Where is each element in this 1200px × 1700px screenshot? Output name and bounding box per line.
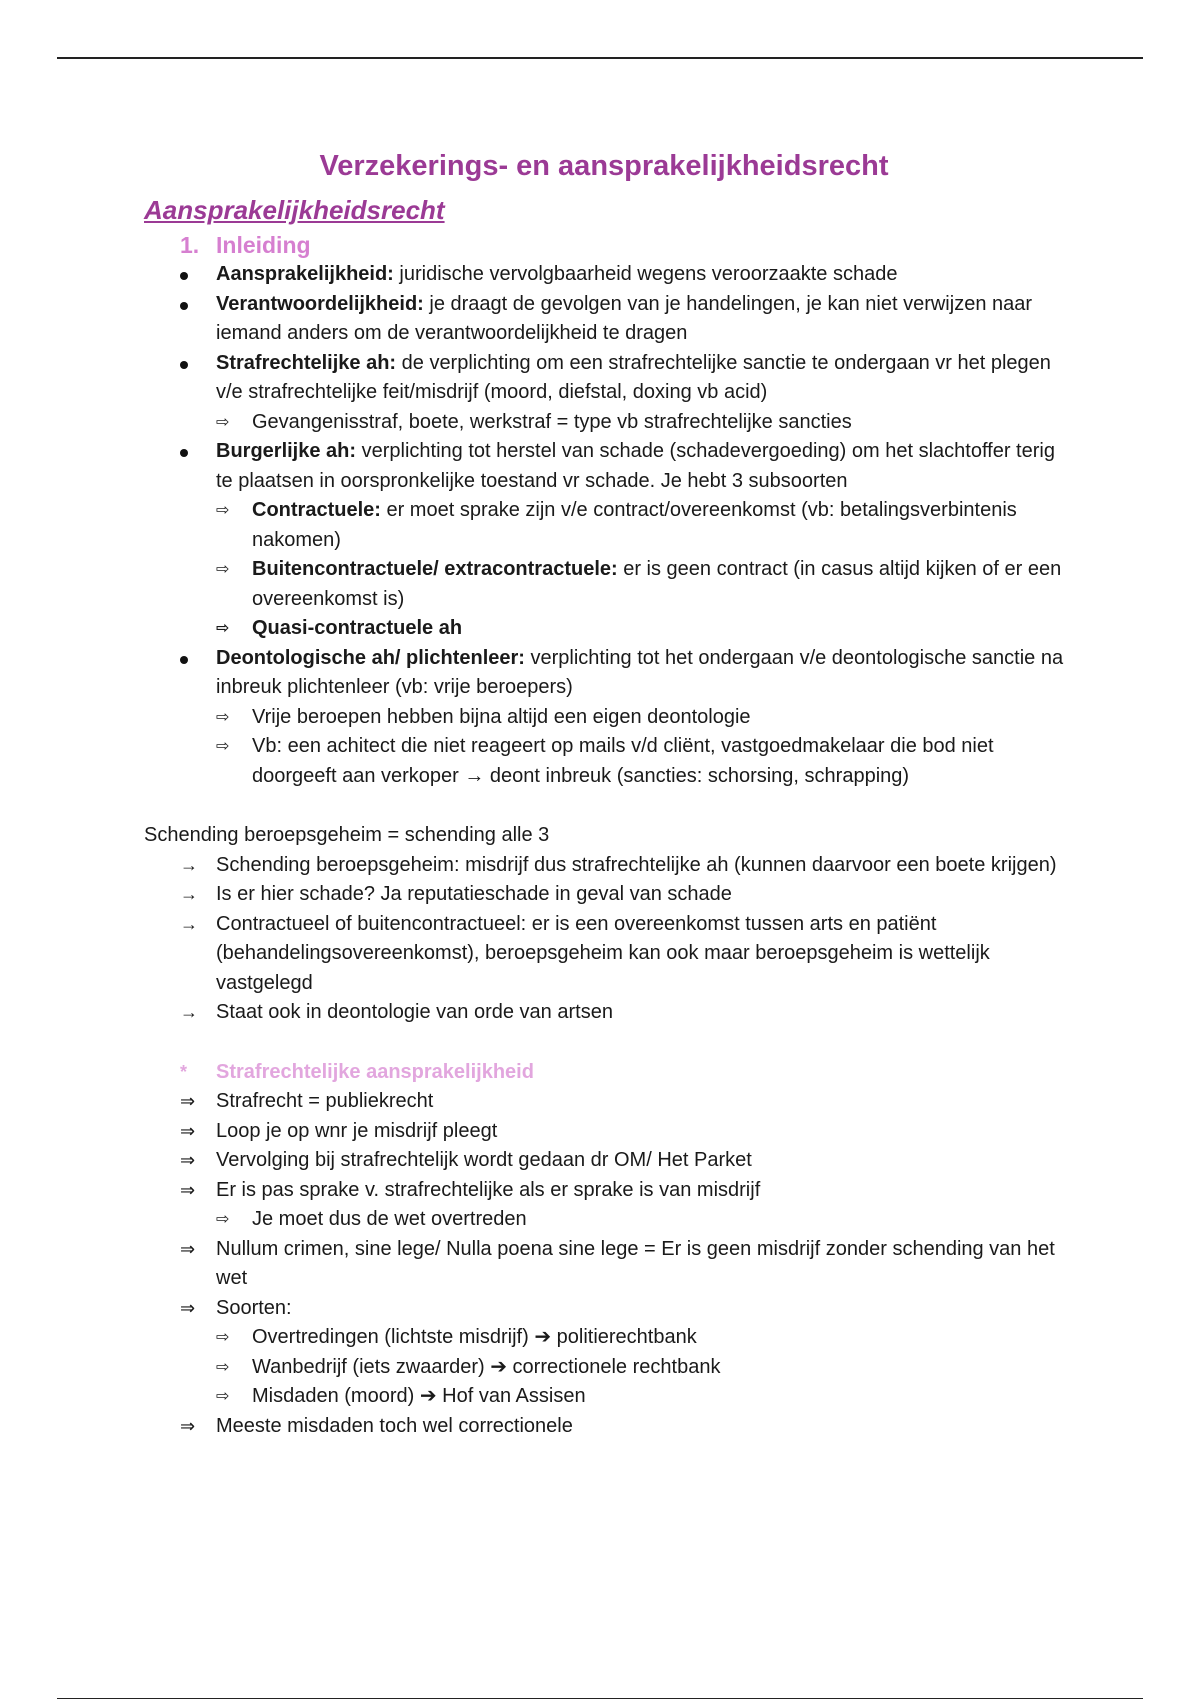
bullet-icon [180,437,188,467]
term: Deontologische ah/ plichtenleer: [216,646,525,669]
hollow-arrow-icon: ⇨ [216,502,230,519]
hollow-arrow-icon: ⇨ [216,413,230,431]
subsection-label: Inleiding [216,232,311,258]
bullet-icon [180,260,188,290]
sub-list-item: ⇨ Je moet dus de wet overtreden [144,1205,1064,1235]
list-item: ⇒ Strafrecht = publiekrecht [144,1087,1064,1117]
term: Aansprakelijkheid: [216,263,394,285]
sub-list-item: ⇨ Quasi-contractuele ah [144,614,1064,644]
list-item: → Staat ook in deontologie van orde van artsen [144,998,1064,1028]
list-item: → Is er hier schade? Ja reputatieschade in geval van schade [144,880,1064,910]
sub-list-item: ⇨ Gevangenisstraf, boete, werkstraf = type vb strafrechtelijke sancties [144,408,1064,438]
list-item: → Schending beroepsgeheim: misdrijf dus strafrechtelijke ah (kunnen daarvoor een boete krijgen) [144,851,1064,881]
header-rule [57,57,1143,59]
document-title: Verzekerings- en aansprakelijkheidsrecht [319,150,889,182]
arrow-icon: → [180,913,198,934]
hollow-arrow-icon: ⇨ [216,561,230,578]
subsection-heading [180,230,1064,260]
double-arrow-icon: ⇒ [180,1415,196,1436]
list-item: → Contractueel of buitencontractueel: er is een overeenkomst tussen arts en patiënt (behandelingsovereenkomst), beroepsgeheim kan ook maar beroepsgeheim is wettelijk vastgelegd [144,910,1064,999]
definition: verplichting tot herstel van schade (schadevergoeding) om het slachtoffer terig te plaatsen in oorspronkelijke toestand vr schade. Je hebt 3 subsoorten [216,440,1055,492]
arrow-icon: → [180,854,198,875]
term: Burgerlijke ah: [216,440,357,462]
list-item: ⇒ Nullum crimen, sine lege/ Nulla poena sine lege = Er is geen misdrijf zonder schending van het wet [144,1235,1064,1294]
sub-list-item: ⇨ Vb: een achitect die niet reageert op mails v/d cliënt, vastgoedmakelaar die bod niet doorgeeft aan verkoper → deont inbreuk (sancties: schorsing, schrapping) [144,732,1064,791]
sub-list-item: ⇨ Wanbedrijf (iets zwaarder) ➔ correctionele rechtbank [144,1353,1064,1383]
sub-list-item: ⇨ Overtredingen (lichtste misdrijf) ➔ politierechtbank [144,1323,1064,1353]
sub-list-item: ⇨ Misdaden (moord) ➔ Hof van Assisen [144,1382,1064,1412]
hollow-arrow-icon: ⇨ [216,1329,230,1346]
hollow-arrow-icon: ⇨ [216,738,230,755]
sub-list-item: ⇨ Buitencontractuele/ extracontractuele: er is geen contract (in casus altijd kijken of er een overeenkomst is) [144,555,1064,614]
sub-list-item: ⇨ Contractuele: er moet sprake zijn v/e contract/overeenkomst (vb: betalingsverbintenis nakomen) [144,496,1064,555]
list-item: ⇒ Soorten: [144,1294,1064,1324]
subsection-number: 1. [180,232,200,258]
star-icon: * [180,1061,188,1082]
double-arrow-icon: ⇒ [180,1179,196,1200]
list-item [144,437,1064,496]
list-item: ⇒ Er is pas sprake v. strafrechtelijke als er sprake is van misdrijf [144,1176,1064,1206]
paragraph: Schending beroepsgeheim = schending alle 3 [144,824,550,846]
bold-arrow-icon: ➔ [419,1385,437,1407]
double-arrow-icon: ⇒ [180,1297,196,1318]
strafrecht-heading: * Strafrechtelijke aansprakelijkheid [144,1058,1064,1088]
term: Verantwoordelijkheid: [216,292,424,315]
hollow-arrow-icon: ⇨ [216,1358,230,1376]
double-arrow-icon: ⇒ [180,1091,196,1111]
hollow-arrow-icon: ⇨ [216,708,230,726]
term: Strafrechtelijke ah: [216,351,397,374]
hollow-arrow-icon: ⇨ [216,620,230,637]
hollow-arrow-icon: ⇨ [216,1211,230,1228]
list-item [144,644,1064,703]
bold-arrow-icon: ➔ [490,1355,507,1378]
bullet-icon [180,290,188,320]
definition: verplichting tot het ondergaan v/e deontologische sanctie na inbreuk plichtenleer (vb: vrije beroepers) [216,646,1064,698]
double-arrow-icon: ⇒ [180,1238,196,1259]
bullet-icon [180,644,188,674]
definition: je draagt de gevolgen van je handelingen, je kan niet verwijzen naar iemand anders om de verantwoordelijkheid te dragen [216,292,1033,344]
list-item [144,290,1064,349]
arrow-icon: → [180,1002,198,1022]
arrow-icon: → [180,884,198,904]
double-arrow-icon: ⇒ [180,1150,196,1170]
list-item: ⇒ Loop je op wnr je misdrijf pleegt [144,1117,1064,1147]
document-page [144,148,1064,1441]
section-title: Aansprakelijkheidsrecht [144,195,445,225]
double-arrow-icon: ⇒ [180,1120,196,1141]
bullet-icon [180,349,188,379]
definition: juridische vervolgbaarheid wegens veroorzaakte schade [393,263,898,285]
sub-list-item: ⇨ Vrije beroepen hebben bijna altijd een eigen deontologie [144,703,1064,733]
hollow-arrow-icon: ⇨ [216,1388,230,1405]
definition: de verplichting om een strafrechtelijke sanctie te ondergaan vr het plegen v/e strafrechtelijke feit/misdrijf (moord, diefstal, doxing vb acid) [216,351,1051,403]
arrow-icon: → [464,764,485,787]
footer-rule [57,1698,1143,1699]
bold-arrow-icon: ➔ [534,1326,552,1348]
list-item: ⇒ Meeste misdaden toch wel correctionele [144,1412,1064,1442]
list-item: ⇒ Vervolging bij strafrechtelijk wordt gedaan dr OM/ Het Parket [144,1146,1064,1176]
list-item [144,260,1064,290]
list-item [144,349,1064,408]
